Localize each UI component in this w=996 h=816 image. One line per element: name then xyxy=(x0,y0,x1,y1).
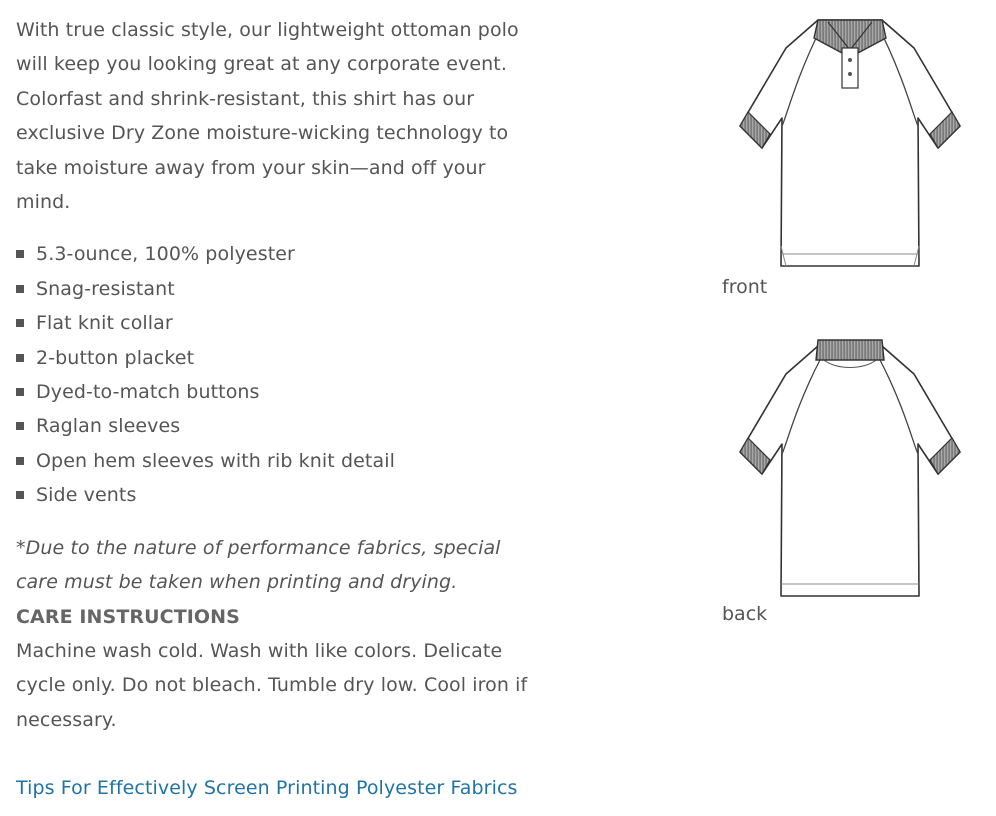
square-bullet-icon xyxy=(16,250,24,258)
feature-text: 2-button placket xyxy=(36,346,195,369)
feature-text: Raglan sleeves xyxy=(36,415,181,438)
feature-text: Flat knit collar xyxy=(36,312,173,335)
feature-text: Open hem sleeves with rib knit detail xyxy=(36,449,395,472)
square-bullet-icon xyxy=(16,422,24,430)
feature-item xyxy=(16,341,536,375)
performance-fabric-note: *Due to the nature of performance fabrics, special care must be taken when printing and drying. xyxy=(16,536,501,594)
square-bullet-icon xyxy=(16,319,24,327)
screen-printing-tips-link[interactable]: Tips For Effectively Screen Printing Polyester Fabrics xyxy=(16,777,518,800)
care-instructions-text: Machine wash cold. Wash with like colors. Delicate cycle only. Do not bleach. Tumble dry low. Cool iron if necessary. xyxy=(16,639,528,731)
feature-text: Dyed-to-match buttons xyxy=(36,381,260,404)
feature-item xyxy=(16,306,536,340)
square-bullet-icon xyxy=(16,285,24,293)
feature-item xyxy=(16,272,536,306)
feature-item xyxy=(16,409,536,443)
feature-text: Snag-resistant xyxy=(36,277,175,300)
feature-item xyxy=(16,375,536,409)
square-bullet-icon xyxy=(16,457,24,465)
back-label: back xyxy=(722,603,768,625)
square-bullet-icon xyxy=(16,388,24,396)
care-instructions-heading: CARE INSTRUCTIONS xyxy=(16,605,240,628)
feature-item xyxy=(16,478,536,512)
front-label: front xyxy=(722,276,768,298)
feature-item xyxy=(16,237,536,271)
square-bullet-icon xyxy=(16,491,24,499)
polo-front-illustration xyxy=(728,8,972,274)
product-description-column xyxy=(16,13,536,806)
polo-back-illustration xyxy=(728,334,972,600)
product-description: With true classic style, our lightweight ottoman polo will keep you looking great at any corporate event. Colorfast and shrink-resistant, this shirt has our exclusive Dry Zone moisture-wicking technology to take moisture away from your skin—and off your mind. xyxy=(16,19,519,214)
feature-text: Side vents xyxy=(36,484,137,507)
feature-item xyxy=(16,444,536,478)
feature-text: 5.3-ounce, 100% polyester xyxy=(36,243,295,266)
feature-list xyxy=(16,237,536,512)
square-bullet-icon xyxy=(16,354,24,362)
